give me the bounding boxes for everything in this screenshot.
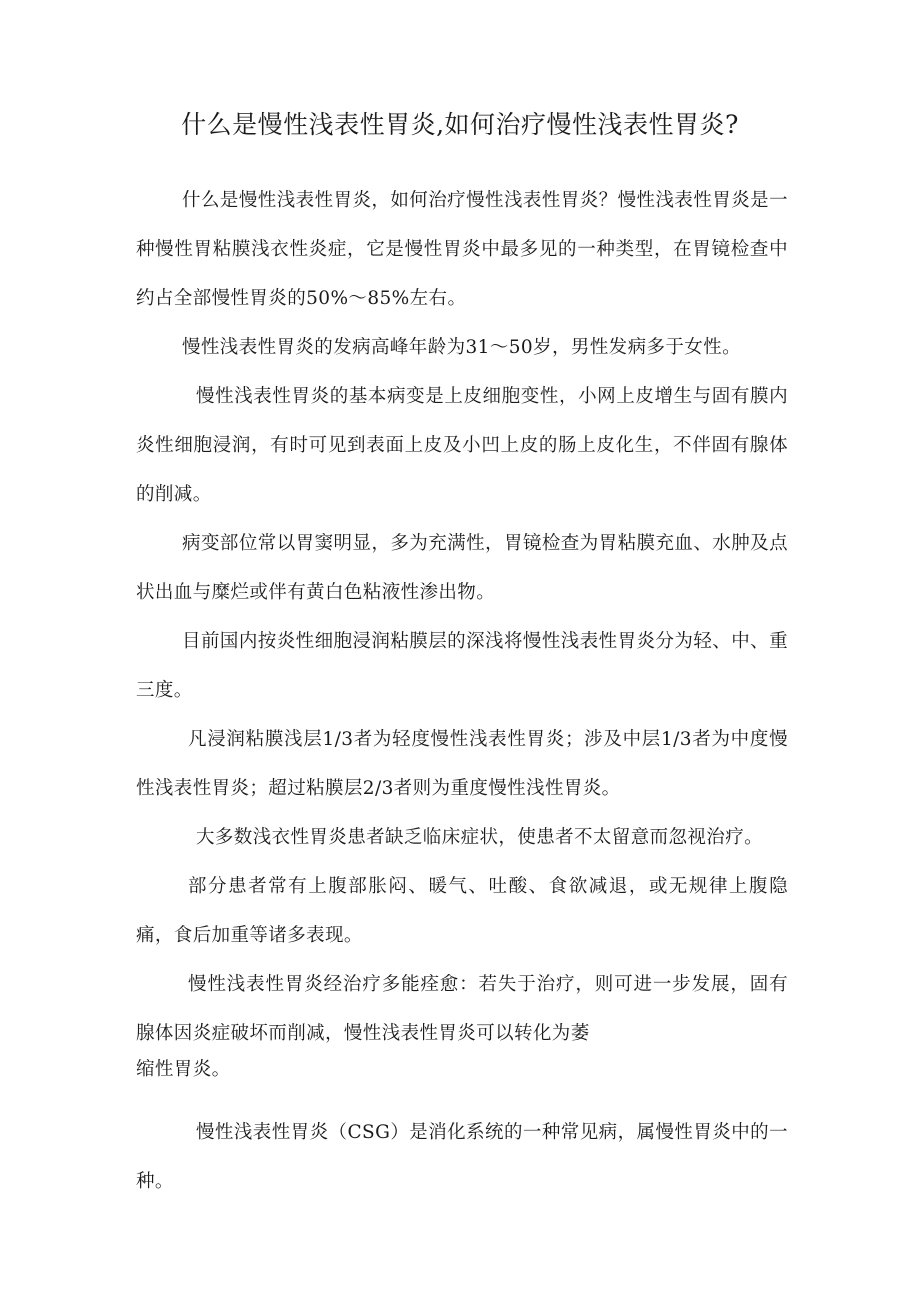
paragraph-prognosis-continued: 缩性胃炎。 <box>136 1059 231 1080</box>
paragraph-pathology: 慢性浅表性胃炎的基本病变是上皮细胞变性，小网上皮增生与固有膜内炎性细胞浸润，有时可见到表面上皮及小凹上皮的肠上皮化生，不伴固有腺体的削减。 <box>136 386 788 505</box>
paragraph-lesion-site: 病变部位常以胃窦明显，多为充满性，胃镜检查为胃粘膜充血、水肿及点状出血与糜烂或伴有黄白色粘液性渗出物。 <box>136 533 788 603</box>
paragraph-symptoms-absent: 大多数浅衣性胃炎患者缺乏临床症状，使患者不太留意而忽视治疗。 <box>196 827 764 848</box>
paragraph-symptoms: 部分患者常有上腹部胀闷、暖气、吐酸、食欲减退，或无规律上腹隐痛，食后加重等诸多表现。 <box>136 876 788 946</box>
paragraph-grading: 目前国内按炎性细胞浸润粘膜层的深浅将慢性浅表性胃炎分为轻、中、重三度。 <box>136 631 788 701</box>
paragraph-prognosis: 慢性浅表性胃炎经治疗多能痊愈：若失于治疗，则可进一步发展，固有腺体因炎症破坏而削减，慢性浅表性胃炎可以转化为萎 <box>136 974 788 1044</box>
paragraph-grade-criteria: 凡浸润粘膜浅层1/3者为轻度慢性浅表性胃炎；涉及中层1/3者为中度慢性浅表性胃炎；超过粘膜层2/3者则为重度慢性浅性胃炎。 <box>136 729 788 799</box>
document-title: 什么是慢性浅表性胃炎,如何治疗慢性浅表性胃炎? <box>181 110 739 139</box>
paragraph-definition: 什么是慢性浅表性胃炎，如何治疗慢性浅表性胃炎？慢性浅表性胃炎是一种慢性胃粘膜浅衣性炎症，它是慢性胃炎中最多见的一种类型，在胃镜检查中约占全部慢性胃炎的50%～85%左右。 <box>136 190 788 309</box>
paragraph-csg: 慢性浅表性胃炎（CSG）是消化系统的一种常见病，属慢性胃炎中的一种。 <box>136 1122 788 1192</box>
document-body <box>136 176 788 1206</box>
paragraph-onset-age: 慢性浅表性胃炎的发病高峰年龄为31～50岁，男性发病多于女性。 <box>182 337 741 358</box>
